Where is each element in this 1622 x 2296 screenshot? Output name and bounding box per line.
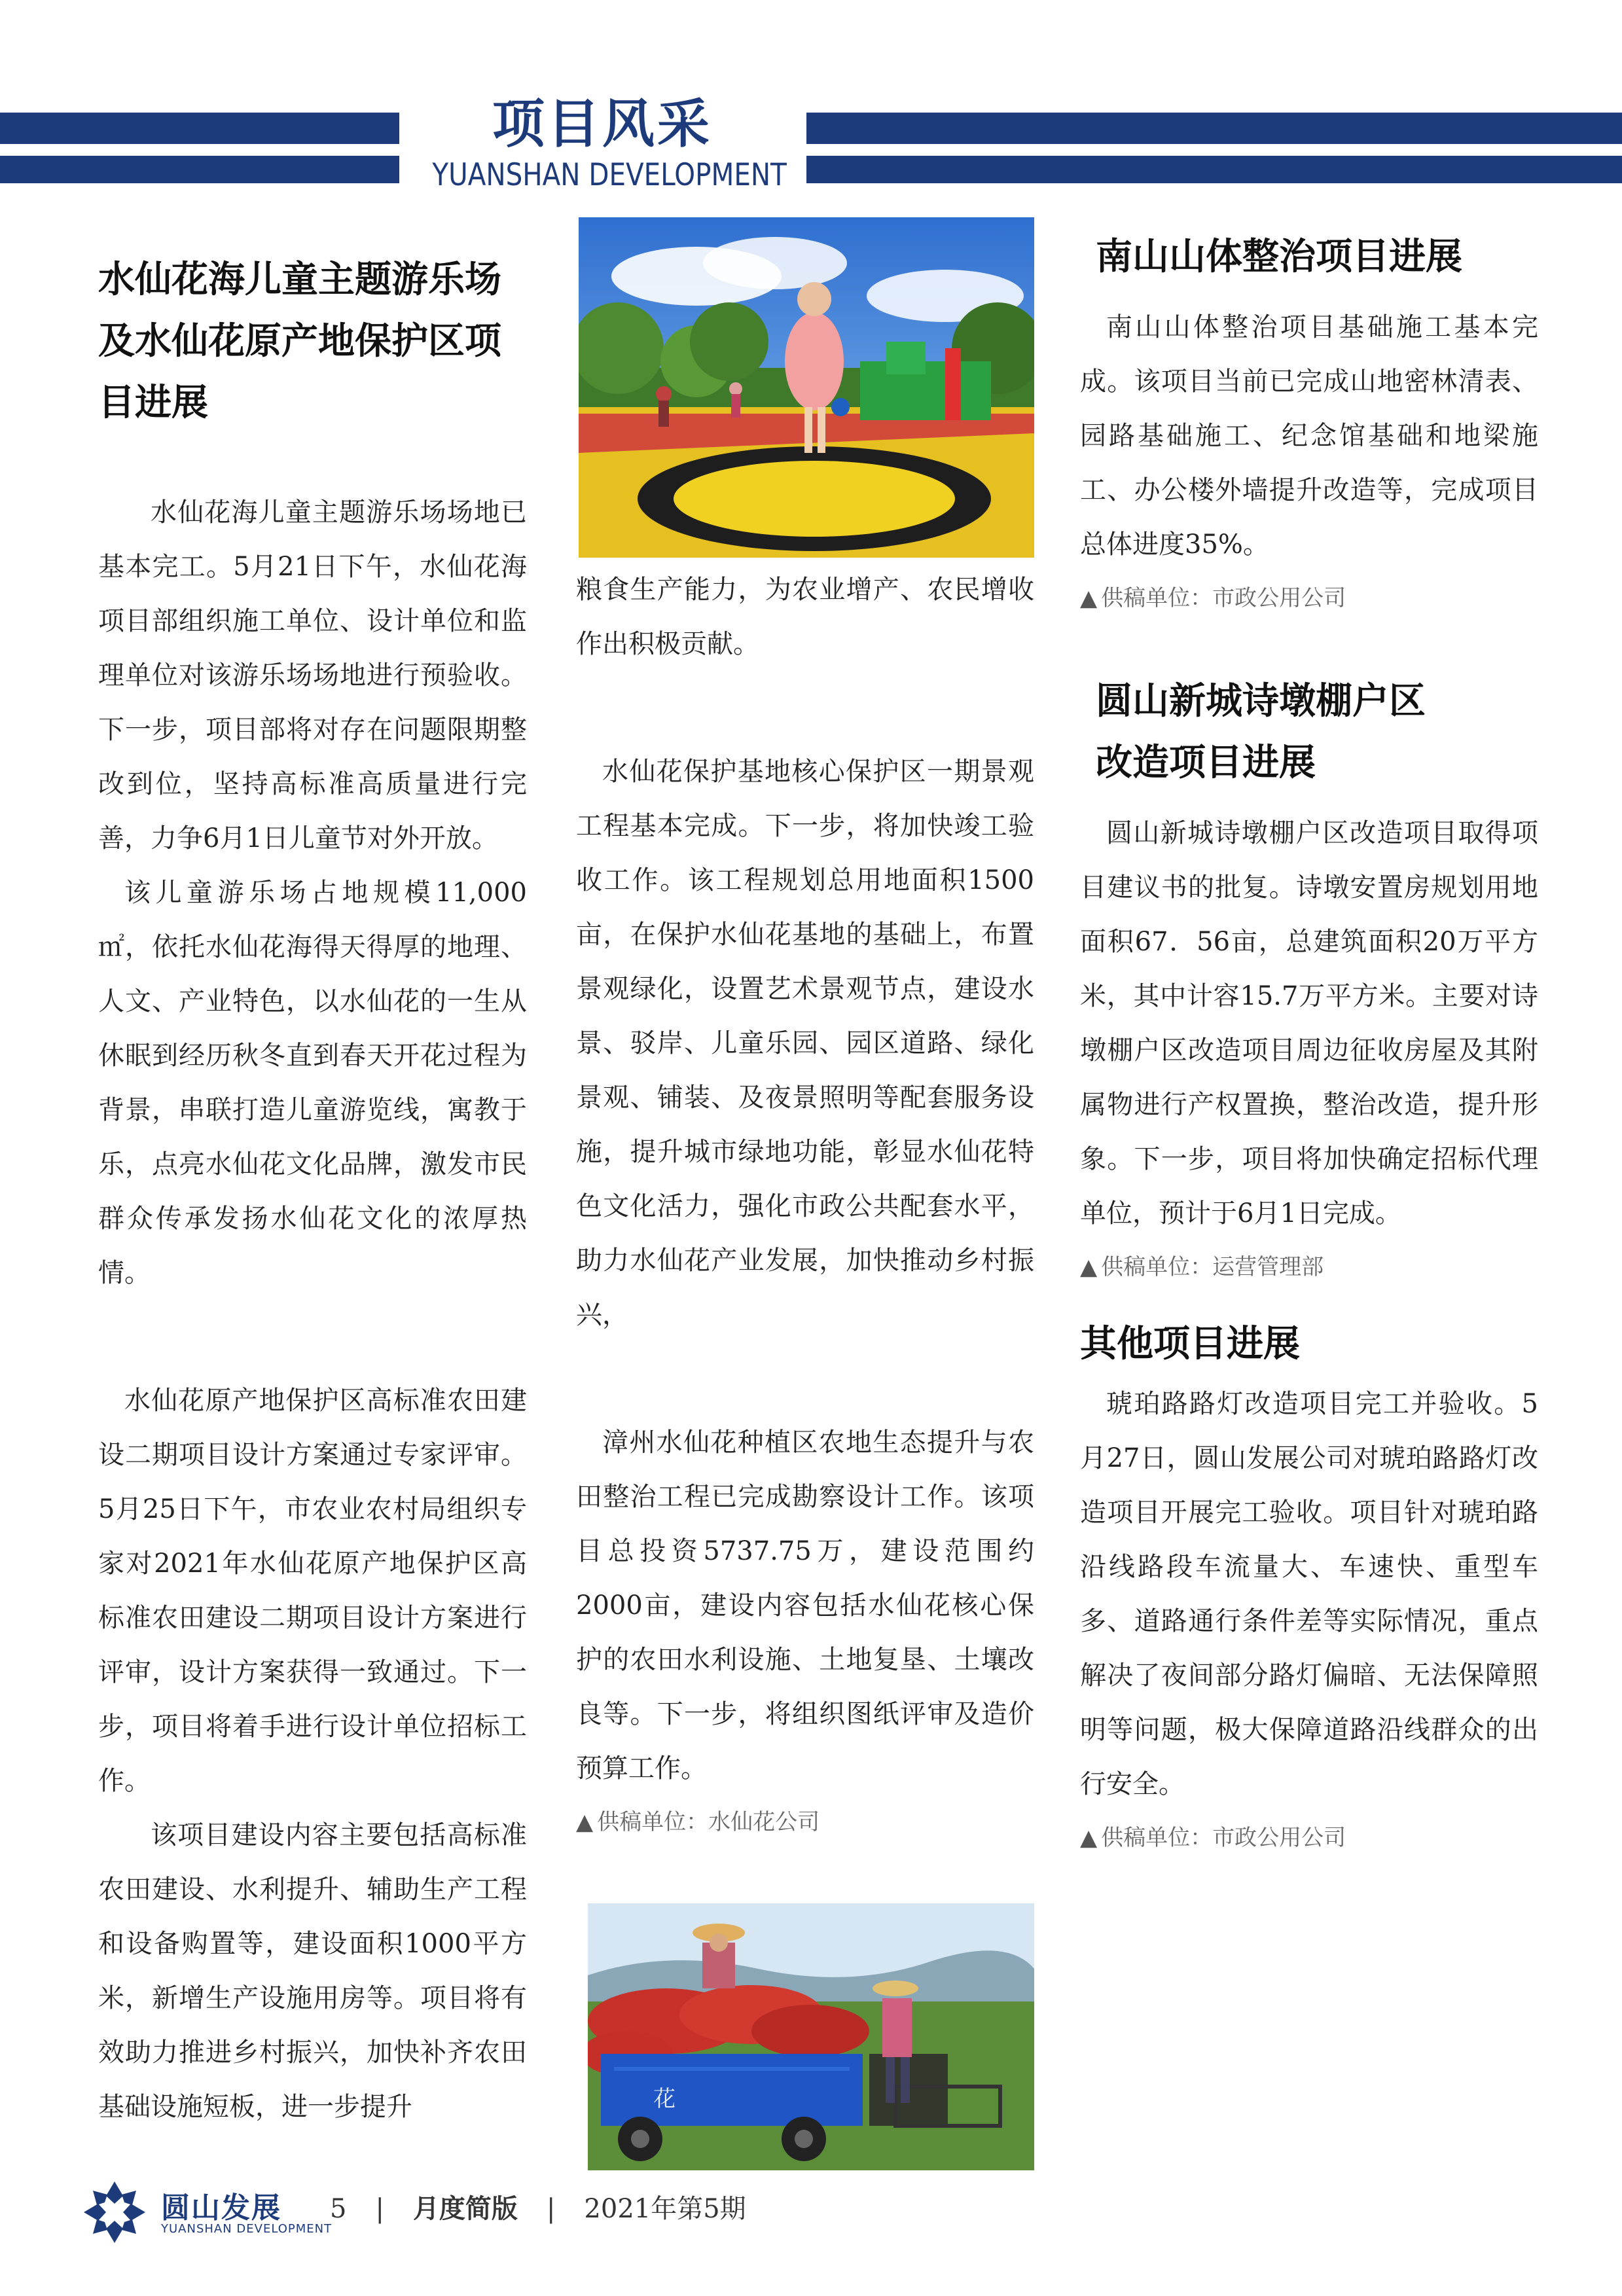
page-number: 5 — [330, 2194, 347, 2224]
footer-info — [315, 2188, 761, 2225]
left-column — [98, 249, 527, 2134]
triangle-icon: ▲ — [1080, 585, 1098, 611]
edition-label: 月度简版 — [412, 2193, 518, 2224]
triangle-icon: ▲ — [576, 1809, 594, 1835]
paragraph: 南山山体整治项目基础施工基本完成。该项目当前已完成山地密林清表、园路基础施工、纪念馆基础和地梁施工、办公楼外墙提升改造等，完成项目总体进度35%。 — [1080, 312, 1538, 560]
paragraph: 该项目建设内容主要包括高标准农田建设、水利提升、辅助生产工程和设备购置等，建设面积1000平方米，新增生产设施用房等。项目将有效助力推进乡村振兴，加快补齐农田基础设施短板，进一步提升 — [98, 1820, 527, 2122]
paragraph: 漳州水仙花种植区农地生态提升与农田整治工程已完成勘察设计工作。该项目总投资5737.75万，建设范围约2000亩，建设内容包括水仙花核心保护的农田水利设施、土地复垦、土壤改良等。下一步，将组织图纸评审及造价预算工作。 — [576, 1427, 1034, 1784]
triangle-icon: ▲ — [1080, 1254, 1098, 1280]
source-credit: ▲ 供稿单位：市政公用公司 — [1080, 585, 1346, 611]
issue-label: 2021年第5期 — [584, 2194, 746, 2224]
footer — [79, 2176, 864, 2255]
article-title-shidun-line2: 改造项目进展 — [1096, 741, 1316, 784]
paragraph: 圆山新城诗墩棚户区改造项目取得项目建议书的批复。诗墩安置房规划用地面积67．56亩，总建筑面积20万平方米，其中计容15.7万平方米。主要对诗墩棚户区改造项目周边征收房屋及其附属物进行产权置换，整治改造，提升形象。下一步，项目将加快确定招标代理单位，预计于6月1日完成。 — [1080, 818, 1538, 1229]
right-column — [1080, 226, 1538, 1857]
footer-brand: 圆山发展 — [161, 2191, 281, 2225]
triangle-icon: ▲ — [1080, 1825, 1098, 1851]
separator: | — [546, 2194, 556, 2224]
paragraph: 水仙花海儿童主题游乐场场地已基本完工。5月21日下午，水仙花海项目部组织施工单位、设计单位和监理单位对该游乐场场地进行预验收。下一步，项目部将对存在问题限期整改到位，坚持高标准高质量进行完善，力争6月1日儿童节对外开放。 — [98, 497, 527, 853]
header-bar-left-bottom — [0, 156, 399, 183]
farm-photo — [588, 1903, 1034, 2170]
header-bar-right-top — [806, 113, 1622, 144]
source-credit: ▲ 供稿单位：运营管理部 — [1080, 1254, 1324, 1280]
paragraph: 琥珀路路灯改造项目完工并验收。5月27日，圆山发展公司对琥珀路路灯改造项目开展完工验收。项目针对琥珀路沿线路段车流量大、车速快、重型车多、道路通行条件差等实际情况，重点解决了夜间部分路灯偏暗、无法保障照明等问题，极大保障道路沿线群众的出行安全。 — [1080, 1389, 1538, 1799]
section-subtitle: YUANSHAN DEVELOPMENT — [432, 157, 787, 193]
source-credit: ▲ 供稿单位：市政公用公司 — [1080, 1825, 1346, 1851]
company-logo-icon — [79, 2176, 151, 2248]
article-title-nanshan: 南山山体整治项目进展 — [1096, 235, 1462, 278]
paragraph: 水仙花原产地保护区高标准农田建设二期项目设计方案通过专家评审。5月25日下午，市农业农村局组织专家对2021年水仙花原产地保护区高标准农田建设二期项目设计方案进行评审，设计方案获得一致通过。下一步，项目将着手进行设计单位招标工作。 — [98, 1386, 527, 1796]
source-credit: ▲ 供稿单位：水仙花公司 — [576, 1809, 820, 1835]
footer-brand-en: YUANSHAN DEVELOPMENT — [161, 2222, 333, 2236]
article-title-daffodil: 水仙花海儿童主题游乐场及水仙花原产地保护区项目进展 — [98, 258, 501, 424]
article-title-other: 其他项目进展 — [1080, 1322, 1300, 1365]
section-title: 项目风采 — [492, 94, 712, 154]
separator: | — [375, 2194, 384, 2224]
paragraph: 该儿童游乐场占地规模11,000㎡，依托水仙花海得天得厚的地理、人文、产业特色，以水仙花的一生从休眠到经历秋冬直到春天开花过程为背景，串联打造儿童游览线，寓教于乐，点亮水仙花文化品牌，激发市民群众传承发扬水仙花文化的浓厚热情。 — [98, 878, 527, 1288]
header-bar-left-top — [0, 113, 399, 144]
article-title-shidun-line1: 圆山新城诗墩棚户区 — [1096, 679, 1426, 723]
middle-column — [576, 563, 1034, 1842]
header-bar-right-bottom — [806, 156, 1622, 183]
paragraph: 水仙花保护基地核心保护区一期景观工程基本完成。下一步，将加快竣工验收工作。该工程规划总用地面积1500亩，在保护水仙花基地的基础上，布置景观绿化，设置艺术景观节点，建设水景、驳岸、儿童乐园、园区道路、绿化景观、铺装、及夜景照明等配套服务设施，提升城市绿地功能，彰显水仙花特色文化活力，强化市政公共配套水平，助力水仙花产业发展，加快推动乡村振兴， — [576, 757, 1034, 1330]
paragraph: 粮食生产能力，为农业增产、农民增收作出积极贡献。 — [576, 575, 1034, 659]
playground-photo — [579, 217, 1034, 558]
truck-label: 花 — [653, 2086, 676, 2112]
